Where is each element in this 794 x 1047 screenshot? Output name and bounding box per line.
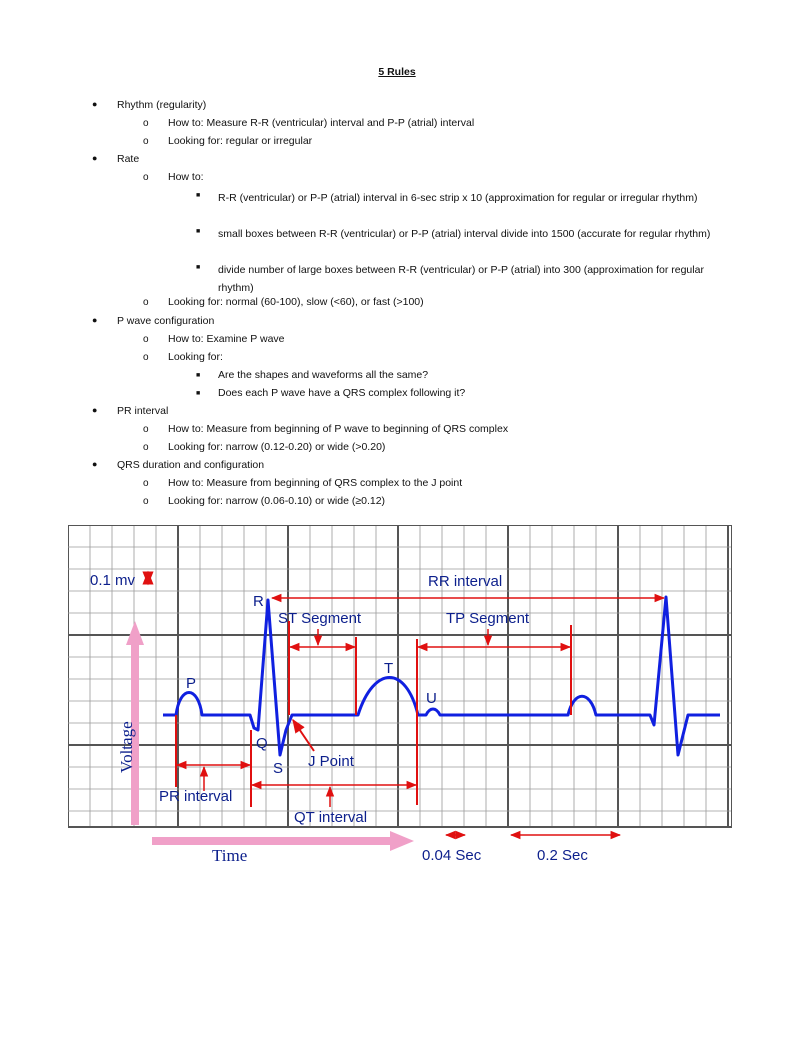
ecg-waveform-diagram (68, 525, 732, 865)
rule-pr-heading: PR interval (117, 405, 169, 417)
circle-bullet-icon: o (143, 334, 149, 345)
bullet-icon: ● (92, 153, 98, 163)
j-point-label: J Point (308, 753, 354, 770)
rule-pr-looking: Looking for: narrow (0.12-0.20) or wide (>0.20) (168, 441, 386, 453)
circle-bullet-icon: o (143, 118, 149, 129)
pwave-question-1: Are the shapes and waveforms all the same? (218, 369, 429, 381)
rule-rhythm-looking: Looking for: regular or irregular (168, 135, 313, 147)
square-bullet-icon: ■ (196, 228, 201, 235)
qt-interval-label: QT interval (294, 809, 368, 826)
large-box-duration-label: 0.2 Sec (537, 847, 588, 864)
bullet-icon: ● (92, 459, 98, 469)
small-box-duration-label: 0.04 Sec (422, 847, 482, 864)
circle-bullet-icon: o (143, 297, 149, 308)
rule-rate-heading: Rate (117, 153, 140, 165)
bullet-icon: ● (92, 405, 98, 415)
bullet-icon: ● (92, 99, 98, 109)
rule-qrs-heading: QRS duration and configuration (117, 459, 265, 471)
rule-pr-how: How to: Measure from beginning of P wave to beginning of QRS complex (168, 423, 509, 435)
time-axis-label: Time (212, 846, 248, 865)
rate-method-3: divide number of large boxes between R-R (ventricular) or P-P (atrial) into 300 (approximation for regular rhythm) (218, 264, 704, 294)
circle-bullet-icon: o (143, 136, 149, 147)
rule-rhythm-how: How to: Measure R-R (ventricular) interval and P-P (atrial) interval (168, 117, 475, 129)
bullet-icon: ● (92, 315, 98, 325)
t-wave-label: T (384, 660, 394, 677)
circle-bullet-icon: o (143, 172, 149, 183)
s-wave-label: S (273, 760, 284, 777)
rule-pwave-looking: Looking for: (168, 351, 223, 363)
r-wave-label: R (253, 593, 264, 610)
circle-bullet-icon: o (143, 352, 149, 363)
rate-method-2: small boxes between R-R (ventricular) or P-P (atrial) interval divide into 1500 (accurate for regular rhythm) (218, 228, 711, 240)
rule-pwave-how: How to: Examine P wave (168, 333, 285, 345)
circle-bullet-icon: o (143, 424, 149, 435)
tp-segment-label: TP Segment (446, 610, 530, 627)
rule-qrs-looking: Looking for: narrow (0.06-0.10) or wide (≥0.12) (168, 495, 386, 507)
q-wave-label: Q (256, 735, 268, 752)
rr-interval-label: RR interval (428, 573, 503, 590)
u-wave-label: U (426, 690, 437, 707)
rule-rate-how: How to: (168, 171, 204, 183)
rate-method-1: R-R (ventricular) or P-P (atrial) interval in 6-sec strip x 10 (approximation for regular or irregular rhythm) (218, 192, 698, 204)
pwave-question-2: Does each P wave have a QRS complex following it? (218, 387, 466, 399)
circle-bullet-icon: o (143, 442, 149, 453)
rule-qrs-how: How to: Measure from beginning of QRS complex to the J point (168, 477, 463, 489)
voltage-scale-label: 0.1 mv (90, 572, 136, 589)
circle-bullet-icon: o (143, 478, 149, 489)
pr-interval-label: PR interval (159, 788, 233, 805)
square-bullet-icon: ■ (196, 192, 201, 199)
rule-pwave-heading: P wave configuration (117, 315, 215, 327)
voltage-axis-label: Voltage (117, 721, 136, 773)
rule-rate-looking: Looking for: normal (60-100), slow (<60), or fast (>100) (168, 296, 424, 308)
square-bullet-icon: ■ (196, 372, 201, 379)
rule-rhythm-heading: Rhythm (regularity) (117, 99, 207, 111)
page-title: 5 Rules (378, 66, 416, 78)
st-segment-label: ST Segment (278, 610, 362, 627)
square-bullet-icon: ■ (196, 390, 201, 397)
square-bullet-icon: ■ (196, 264, 201, 271)
circle-bullet-icon: o (143, 496, 149, 507)
p-wave-label: P (186, 675, 197, 692)
